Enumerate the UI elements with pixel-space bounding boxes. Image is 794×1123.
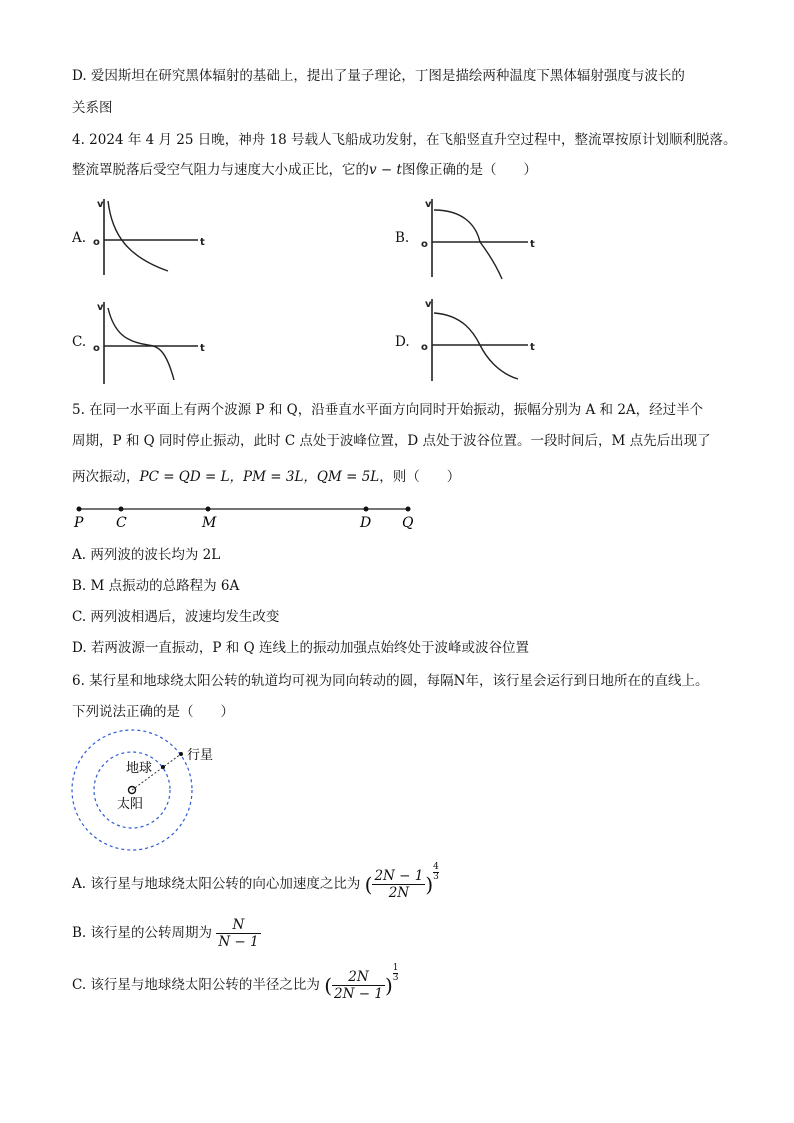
- q4-graph-a-curve: [108, 201, 168, 271]
- q5-option-b: B. M 点振动的总路程为 6A: [72, 578, 240, 594]
- q4-graph-a-t: t: [200, 237, 205, 248]
- q5-label-q: Q: [402, 515, 414, 531]
- q4-option-a-label: A.: [72, 230, 87, 246]
- q5-stem-line3-pre: 两次振动，: [72, 469, 140, 485]
- q5-option-c: C. 两列波相遇后，波速均发生改变: [72, 609, 280, 625]
- q4-graph-d-t: t: [530, 342, 535, 353]
- q5-label-m: M: [202, 515, 217, 531]
- q5-stem-line3-post: ，则（ ）: [379, 469, 461, 485]
- q4-graph-b-o: o: [421, 239, 428, 250]
- q5-stem-line3-math: PC = QD = L，PM = 3L，QM = 5L: [139, 469, 380, 485]
- q6-option-c-exponent: $\frac{1}{3}$: [392, 963, 399, 983]
- q4-graph-c-o: o: [93, 343, 100, 354]
- q4-graph-d-curve: [434, 313, 518, 379]
- q5-point-m: [206, 507, 211, 512]
- q3-option-d-line1: D. 爱因斯坦在研究黑体辐射的基础上，提出了量子理论，丁图是描绘两种温度下黑体辐射强度与波长的: [72, 68, 685, 84]
- q4-graph-b-curve: [434, 210, 502, 279]
- q4-graph-c-curve: [108, 308, 174, 380]
- q6-option-a-exponent: $\frac{4}{3}$: [433, 862, 439, 882]
- q6-earth-marker: [161, 765, 165, 769]
- q4-option-b-label: B.: [395, 230, 410, 246]
- q5-point-c: [119, 507, 124, 512]
- q4-option-c-label: C.: [72, 334, 87, 350]
- q4-graph-d-v: v: [425, 299, 432, 310]
- q4-stem-line2-post: 图像正确的是（ ）: [401, 162, 537, 178]
- q6-option-a-fraction: $\frac{2N - 1}{2N}$: [374, 868, 424, 901]
- q6-orbit-diagram: [70, 730, 250, 865]
- q6-label-planet: 行星: [187, 748, 214, 763]
- q6-option-c-fraction: $\frac{2N}{2N - 1}$: [334, 969, 383, 1002]
- q4-vt-symbol: v − t: [369, 162, 402, 178]
- q4-graph-d-o: o: [421, 342, 428, 353]
- q6-planet-marker: [179, 752, 183, 756]
- q4-stem-line2: [72, 160, 537, 180]
- q5-point-d: [364, 507, 369, 512]
- q6-stem-line1: 6. 某行星和地球绕太阳公转的轨道均可视为同向转动的圆，每隔N年，该行星会运行到日地所在的直线上。: [72, 673, 709, 689]
- q5-stem-line1: 5. 在同一水平面上有两个波源 P 和 Q，沿垂直水平面方向同时开始振动，振幅分别为 A 和 2A，经过半个: [72, 402, 704, 418]
- q5-label-c: C: [116, 515, 127, 531]
- q6-option-c-text: C. 该行星与地球绕太阳公转的半径之比为: [72, 977, 320, 993]
- q5-stem-line3: [72, 467, 460, 487]
- q6-option-b-text: B. 该行星的公转周期为: [72, 925, 213, 941]
- q4-stem-line1: 4. 2024 年 4 月 25 日晚，神舟 18 号载人飞船成功发射，在飞船竖直升空过程中，整流罩按原计划顺利脱落。: [72, 132, 737, 148]
- q5-stem-line2: 周期，P 和 Q 同时停止振动，此时 C 点处于波峰位置，D 点处于波谷位置。一段时间后，M 点先后出现了: [72, 433, 711, 449]
- q5-option-a: A. 两列波的波长均为 2L: [72, 547, 221, 563]
- q4-graph-a-o: o: [93, 237, 100, 248]
- q5-point-p: [77, 507, 82, 512]
- q4-graph-b-t: t: [530, 239, 535, 250]
- q6-stem-line2: 下列说法正确的是（ ）: [72, 704, 234, 720]
- q6-option-c: C. 该行星与地球绕太阳公转的半径之比为 ( $\frac{2N}{2N - 1}$ ) $\frac{1}{3}$: [72, 963, 399, 1002]
- q4-graph-b-v: v: [425, 199, 432, 210]
- q4-graph-d: [418, 295, 548, 385]
- q4-graph-c: [88, 298, 218, 386]
- q5-option-d: D. 若两波源一直振动，P 和 Q 连线上的振动加强点始终处于波峰或波谷位置: [72, 640, 529, 656]
- q6-label-earth: 地球: [126, 761, 153, 776]
- q4-graph-c-t: t: [200, 343, 205, 354]
- q6-option-b: [72, 916, 261, 950]
- q4-graph-a: [88, 195, 218, 280]
- q5-line-diagram: [70, 500, 420, 532]
- q5-point-q: [406, 507, 411, 512]
- q4-graph-a-v: v: [97, 199, 104, 210]
- q4-graph-b: [418, 195, 548, 280]
- q5-label-p: P: [74, 515, 84, 531]
- q6-label-sun: 太阳: [117, 797, 144, 812]
- q4-stem-line2-pre: 整流罩脱落后受空气阻力与速度大小成正比，它的: [72, 162, 369, 178]
- q3-option-d-line2: 关系图: [72, 100, 113, 116]
- q4-option-d-label: D.: [395, 334, 410, 350]
- q6-option-a-text: A. 该行星与地球绕太阳公转的向心加速度之比为: [72, 876, 361, 892]
- q6-option-b-fraction: $\frac{N}{N - 1}$: [218, 917, 259, 950]
- q5-label-d: D: [360, 515, 372, 531]
- q6-option-a: A. 该行星与地球绕太阳公转的向心加速度之比为 ( $\frac{2N - 1}{2N}$ ) $\frac{4}{3}$: [72, 862, 439, 901]
- q4-graph-c-v: v: [97, 302, 104, 313]
